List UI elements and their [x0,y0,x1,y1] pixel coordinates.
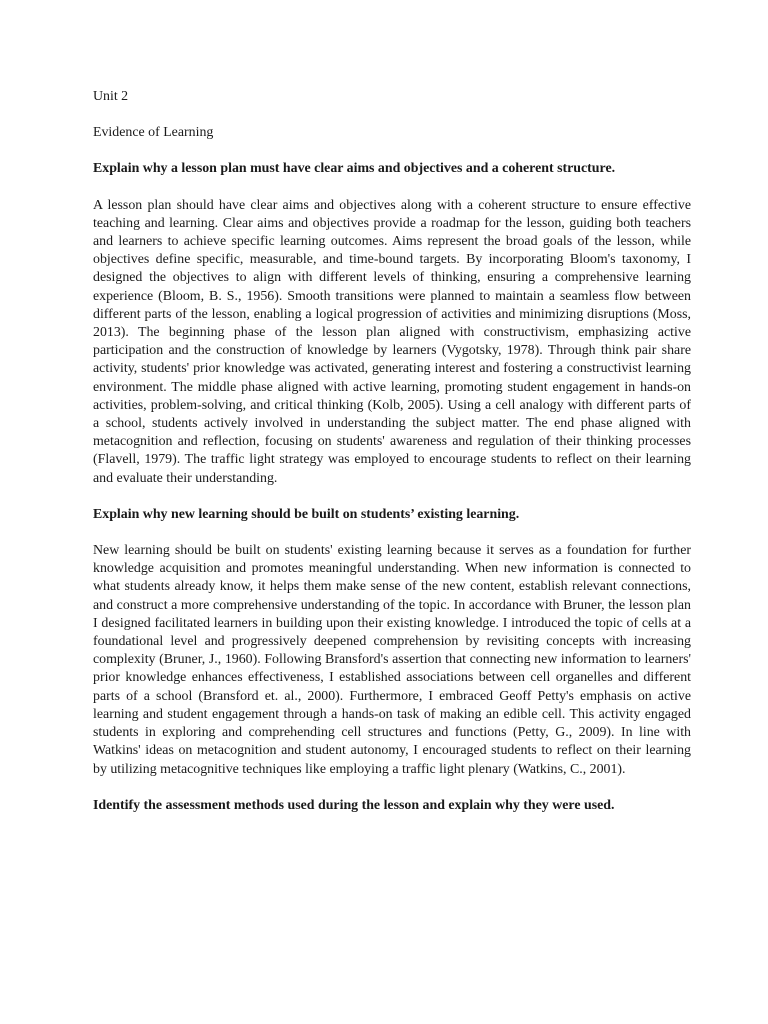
section-body-aims: A lesson plan should have clear aims and objectives along with a coherent structure to ensure effective teaching and learning. Clear aims and objectives provide a roadmap for the lesson, guiding both teachers and learners to achieve specific learning outcomes. Aims represent the broad goals of the lesson, while objectives define specific, measurable, and time-bound targets. By incorporating Bloom's taxonomy, I designed the objectives to align with different levels of thinking, ensuring a comprehensive learning experience (Bloom, B. S., 1956). Smooth transitions were planned to maintain a seamless flow between different parts of the lesson, enabling a logical progression of activities and minimizing disruptions (Moss, 2013). The beginning phase of the lesson plan aligned with constructivism, emphasizing active participation and the construction of knowledge by learners (Vygotsky, 1978). Through think pair share activity, students' prior knowledge was activated, generating interest and fostering a constructivist learning environment. The middle phase aligned with active learning, promoting student engagement in hands-on activities, problem-solving, and critical thinking (Kolb, 2005). Using a cell analogy with different parts of a school, students actively involved in understanding the subject matter. The end phase aligned with metacognition and reflection, focusing on students' awareness and regulation of their thinking processes (Flavell, 1979). The traffic light strategy was employed to encourage students to reflect on their learning and evaluate their understanding. [93,197,691,486]
unit-label: Unit 2 [93,89,129,104]
section-heading-assessment: Identify the assessment methods used during the lesson and explain why they were used. [93,797,615,813]
section-heading-existing-learning: Explain why new learning should be built on students’ existing learning. [93,506,520,522]
document-content [93,88,691,833]
section-heading-aims: Explain why a lesson plan must have clear aims and objectives and a coherent structure. [93,161,616,177]
section-body-existing-learning: New learning should be built on students' existing learning because it serves as a foundation for further knowledge acquisition and promotes meaningful understanding. When new information is connected to what students already know, it helps them make sense of the new content, establish relevant connections, and construct a more comprehensive understanding of the topic. In accordance with Bruner, the lesson plan I designed facilitated learners in building upon their existing knowledge. I introduced the topic of cells at a foundational level and progressively deepened comprehension by revisiting concepts with increasing complexity (Bruner, J., 1960). Following Bransford's assertion that connecting new information to learners' prior knowledge enhances effectiveness, I established associations between cell organelles and different parts of a school (Bransford et. al., 2000). Furthermore, I embraced Geoff Petty's emphasis on active learning and student engagement through a hands-on task of making an edible cell. This activity engaged students in exploring and comprehending cell structures and functions (Petty, G., 2009). In line with Watkins' ideas on metacognition and student autonomy, I encouraged students to reflect on their learning by utilizing metacognitive techniques like employing a traffic light plenary (Watkins, C., 2001). [93,543,691,777]
document-subtitle: Evidence of Learning [93,125,214,141]
